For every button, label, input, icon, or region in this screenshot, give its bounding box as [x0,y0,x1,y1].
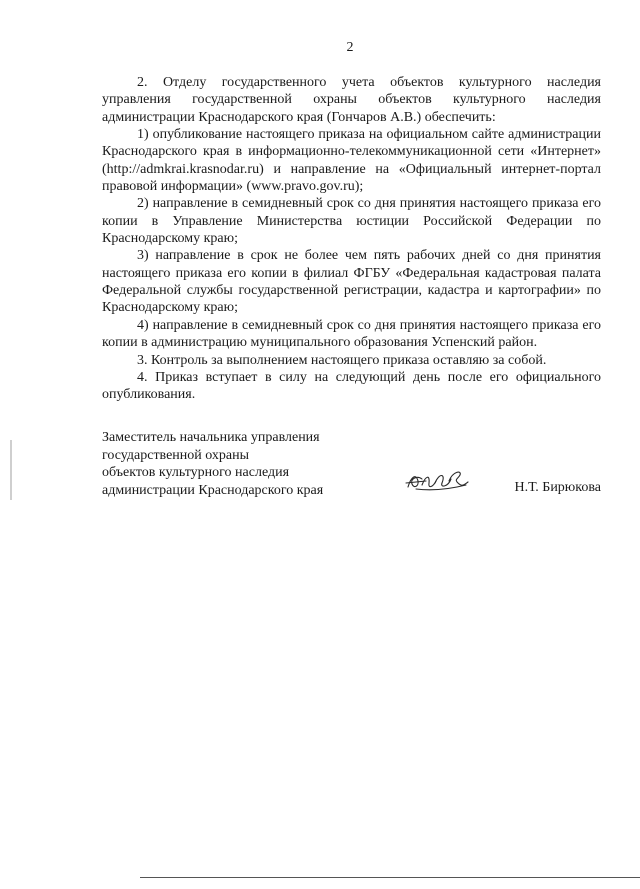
signer-name: Н.Т. Бирюкова [514,479,601,495]
signer-position-line: объектов культурного наследия [102,465,290,480]
signer-position-line: Заместитель начальника управления [102,430,320,445]
signer-position-line: государственной охраны [102,447,250,463]
paragraph-item-4: 4. Приказ вступает в силу на следующий день после его официального опубликования. [102,369,601,403]
handwritten-signature [402,467,472,495]
paragraph-subitem-4: 4) направление в семидневный срок со дня принятия настоящего приказа его копии в администрацию муниципального образования Успенский район. [102,317,601,351]
paragraph-subitem-1: 1) опубликование настоящего приказа на официальном сайте администрации Краснодарского края в информационно-телекоммуникационной сети «Интернет» (http://admkrai.krasnodar.ru) и направление на «Официальный интернет-портал правовой информации» (www.pravo.gov.ru); [102,127,601,195]
scan-edge-mark [10,440,12,500]
paragraph-item-3: 3. Контроль за выполнением настоящего приказа оставляю за собой. [137,352,547,368]
signer-position-line: администрации Краснодарского края [102,482,324,498]
paragraph-subitem-3: 3) направление в срок не более чем пять рабочих дней со дня принятия настоящего приказа его копии в филиал ФГБУ «Федеральная кадастровая палата Федеральной службы государственной регистрации, кадастра и картографии» по Краснодарскому краю; [102,248,601,316]
page-number: 2 [346,40,354,55]
paragraph-item-2: 2. Отделу государственного учета объектов культурного наследия управления государственной охраны объектов культурного наследия администрации Краснодарского края (Гончаров А.В.) обеспечить: [102,75,601,125]
paragraph-subitem-2: 2) направление в семидневный срок со дня принятия настоящего приказа его копии в Управление Министерства юстиции Российской Федерации по Краснодарскому краю; [102,196,601,247]
order-body [102,74,601,404]
signature-block [102,429,601,499]
footer-rule [140,877,640,878]
